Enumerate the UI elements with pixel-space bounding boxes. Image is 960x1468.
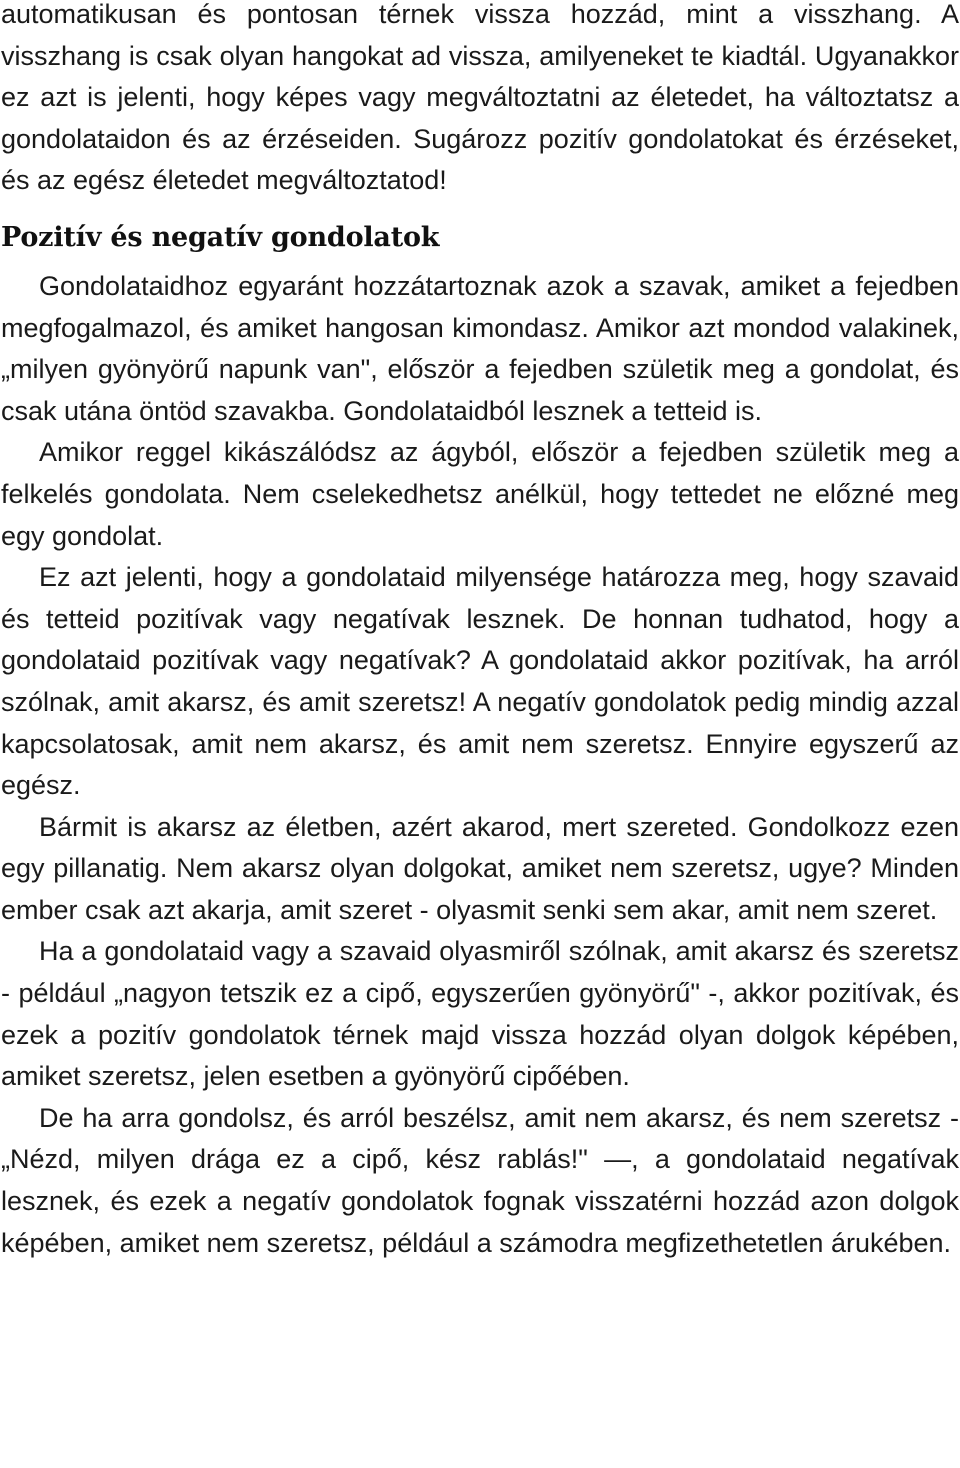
body-paragraph: Gondolataidhoz egyaránt hozzátartoznak azok a szavak, amiket a fejedben megfogalmazol, és amiket hangosan kimondasz. Amikor azt mondod valakinek, „milyen gyönyörű napunk van", először a fejedben születik meg a gondolat, és csak utána öntöd szavakba. Gondolataidból lesznek a tetteid is. bbox=[1, 270, 959, 426]
body-paragraph: De ha arra gondolsz, és arról beszélsz, amit nem akarsz, és nem szeretsz - „Nézd, milyen drága ez a cipő, kész rablás!" —, a gondolataid negatívak lesznek, és ezek a negatív gondolatok fognak visszatérni hozzád azon dolgok képében, amiket nem szeretsz, például a számodra megfizethetetlen árukében. bbox=[1, 1102, 959, 1258]
body-paragraph: Amikor reggel kikászálódsz az ágyból, először a fejedben születik meg a felkelés gondolata. Nem cselekedhetsz anélkül, hogy tettedet ne előzné meg egy gondolat. bbox=[1, 437, 959, 551]
body-paragraph: Ha a gondolataid vagy a szavaid olyasmiről szólnak, amit akarsz és szeretsz - például „nagyon tetszik ez a cipő, egyszerűen gyönyörű" -, akkor pozitívak, és ezek a pozitív gondolatok térnek majd vissza hozzád olyan dolgok képében, amiket szeretsz, jelen esetben a gyönyörű cipőében. bbox=[1, 936, 959, 1092]
body-paragraph: Ez azt jelenti, hogy a gondolataid milyensége határozza meg, hogy szavaid és tetteid pozitívak vagy negatívak lesznek. De honnan tudhatod, hogy a gondolataid pozitívak vagy negatívak? A gondolataid akkor pozitívak, ha arról szólnak, amit akarsz, és amit szeretsz! A negatív gondolatok pedig mindig azzal kapcsolatosak, amit nem akarsz, és amit nem szeretsz. Ennyire egyszerű az egész. bbox=[1, 562, 959, 801]
section-heading: Pozitív és negatív gondolatok bbox=[1, 221, 440, 253]
body-paragraph: Bármit is akarsz az életben, azért akarod, mert szereted. Gondolkozz ezen egy pillanatig. Nem akarsz olyan dolgokat, amiket nem szeretsz, ugye? Minden ember csak azt akarja, amit szeret - olyasmit senki sem akar, amit nem szeret. bbox=[1, 811, 959, 925]
intro-paragraph: automatikusan és pontosan térnek vissza hozzád, mint a visszhang. A visszhang is csak olyan hangokat ad vissza, amilyeneket te kiadtál. Ugyanakkor ez azt is jelenti, hogy képes vagy megváltoztatni az életedet, ha változtatsz a gondolataidon és az érzéseiden. Sugározz pozitív gondolatokat és érzéseket, és az egész életedet megváltoztatod! bbox=[1, 0, 959, 196]
